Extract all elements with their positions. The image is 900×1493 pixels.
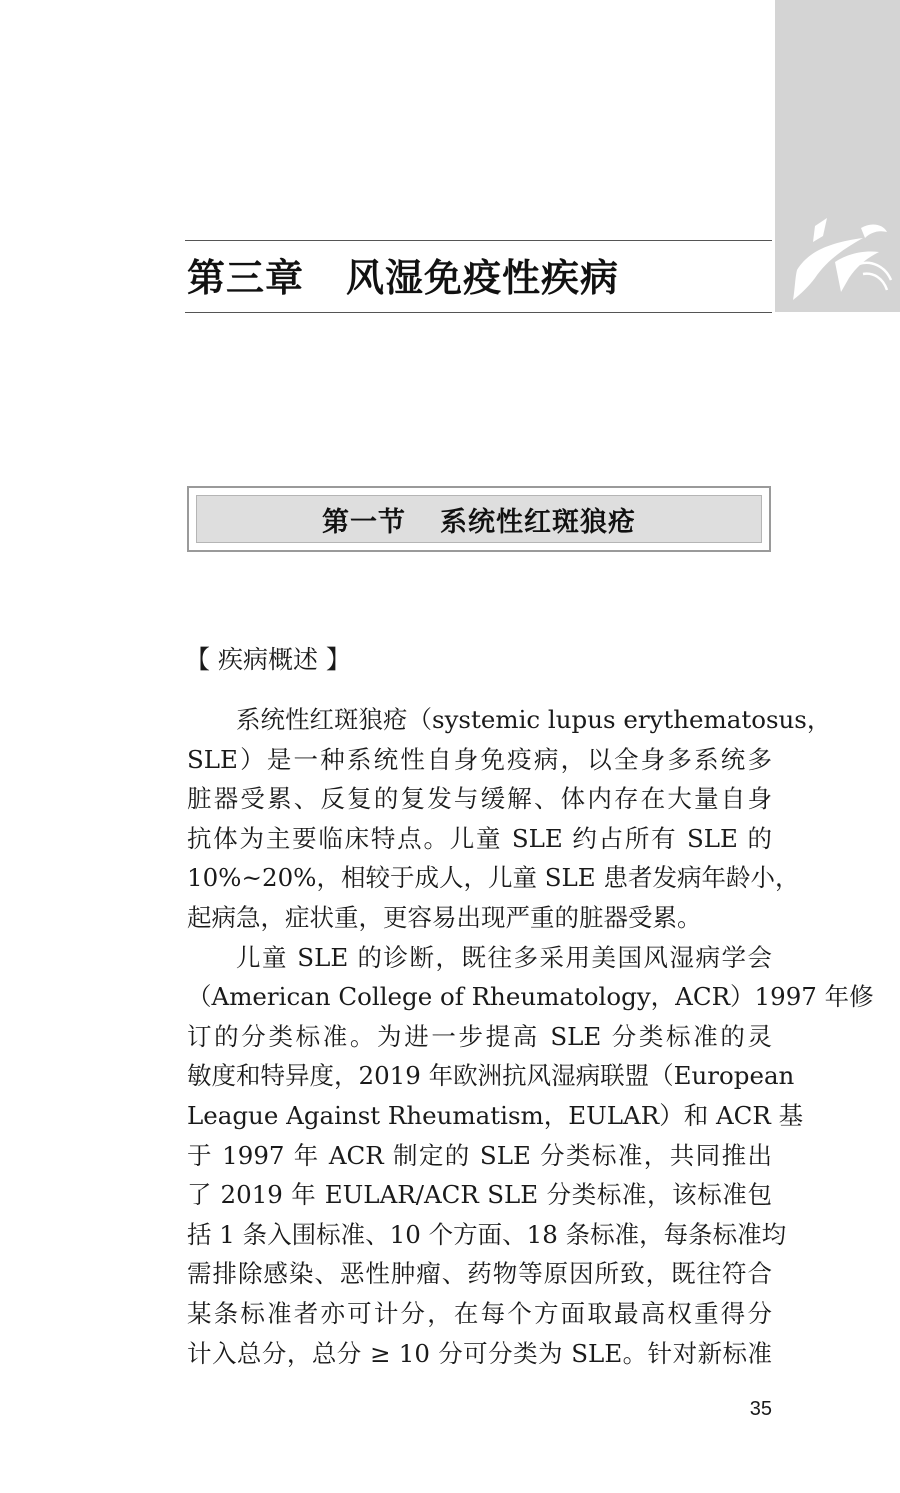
chapter-name: 风湿免疫性疾病 <box>346 256 620 300</box>
chapter-rule-top <box>185 240 772 241</box>
section-banner-inner <box>196 495 762 543</box>
section-banner <box>187 486 771 552</box>
text-line: 于 1997 年 ACR 制定的 SLE 分类标准，共同推出 <box>187 1140 772 1170</box>
chapter-rule-bottom <box>185 312 772 313</box>
chapter-title <box>187 250 619 306</box>
text-line: 订的分类标准。为进一步提高 SLE 分类标准的灵 <box>187 1021 772 1051</box>
text-line: 括 1 条入围标准、10 个方面、18 条标准，每条标准均 <box>187 1219 787 1249</box>
section-number: 第一节 <box>322 506 406 538</box>
body-text <box>187 700 874 1373</box>
text-line: SLE）是一种系统性自身免疫病，以全身多系统多 <box>187 744 772 774</box>
text-line: League Against Rheumatism，EULAR）和 ACR 基 <box>187 1100 804 1130</box>
chapter-tab <box>775 0 900 312</box>
text-line: 计入总分，总分 ≥ 10 分可分类为 SLE。针对新标准 <box>187 1338 772 1368</box>
text-line: 儿童 SLE 的诊断，既往多采用美国风湿病学会 <box>236 942 772 972</box>
text-line: 抗体为主要临床特点。儿童 SLE 约占所有 SLE 的 <box>187 823 772 853</box>
section-title <box>322 500 636 539</box>
text-line: （American College of Rheumatology，ACR）1997 年修 <box>187 982 874 1012</box>
section-name: 系统性红斑狼疮 <box>440 506 636 538</box>
chapter-emblem-icon <box>775 208 900 312</box>
text-line: 10%~20%，相较于成人，儿童 SLE 患者发病年龄小， <box>187 863 800 893</box>
subheading-disease-overview: 【 疾病概述 】 <box>185 645 351 674</box>
page-number: 35 <box>749 1398 772 1420</box>
text-line: 了 2019 年 EULAR/ACR SLE 分类标准，该标准包 <box>187 1180 772 1210</box>
text-line: 起病急，症状重，更容易出现严重的脏器受累。 <box>187 902 702 932</box>
text-line: 某条标准者亦可计分，在每个方面取最高权重得分 <box>187 1298 772 1328</box>
text-line: 脏器受累、反复的复发与缓解、体内存在大量自身 <box>187 784 772 814</box>
chapter-number: 第三章 <box>187 256 305 300</box>
text-line: 需排除感染、恶性肿瘤、药物等原因所致，既往符合 <box>187 1259 772 1289</box>
text-line: 系统性红斑狼疮（systemic lupus erythematosus， <box>236 705 832 734</box>
text-line: 敏度和特异度，2019 年欧洲抗风湿病联盟（European <box>187 1061 795 1091</box>
